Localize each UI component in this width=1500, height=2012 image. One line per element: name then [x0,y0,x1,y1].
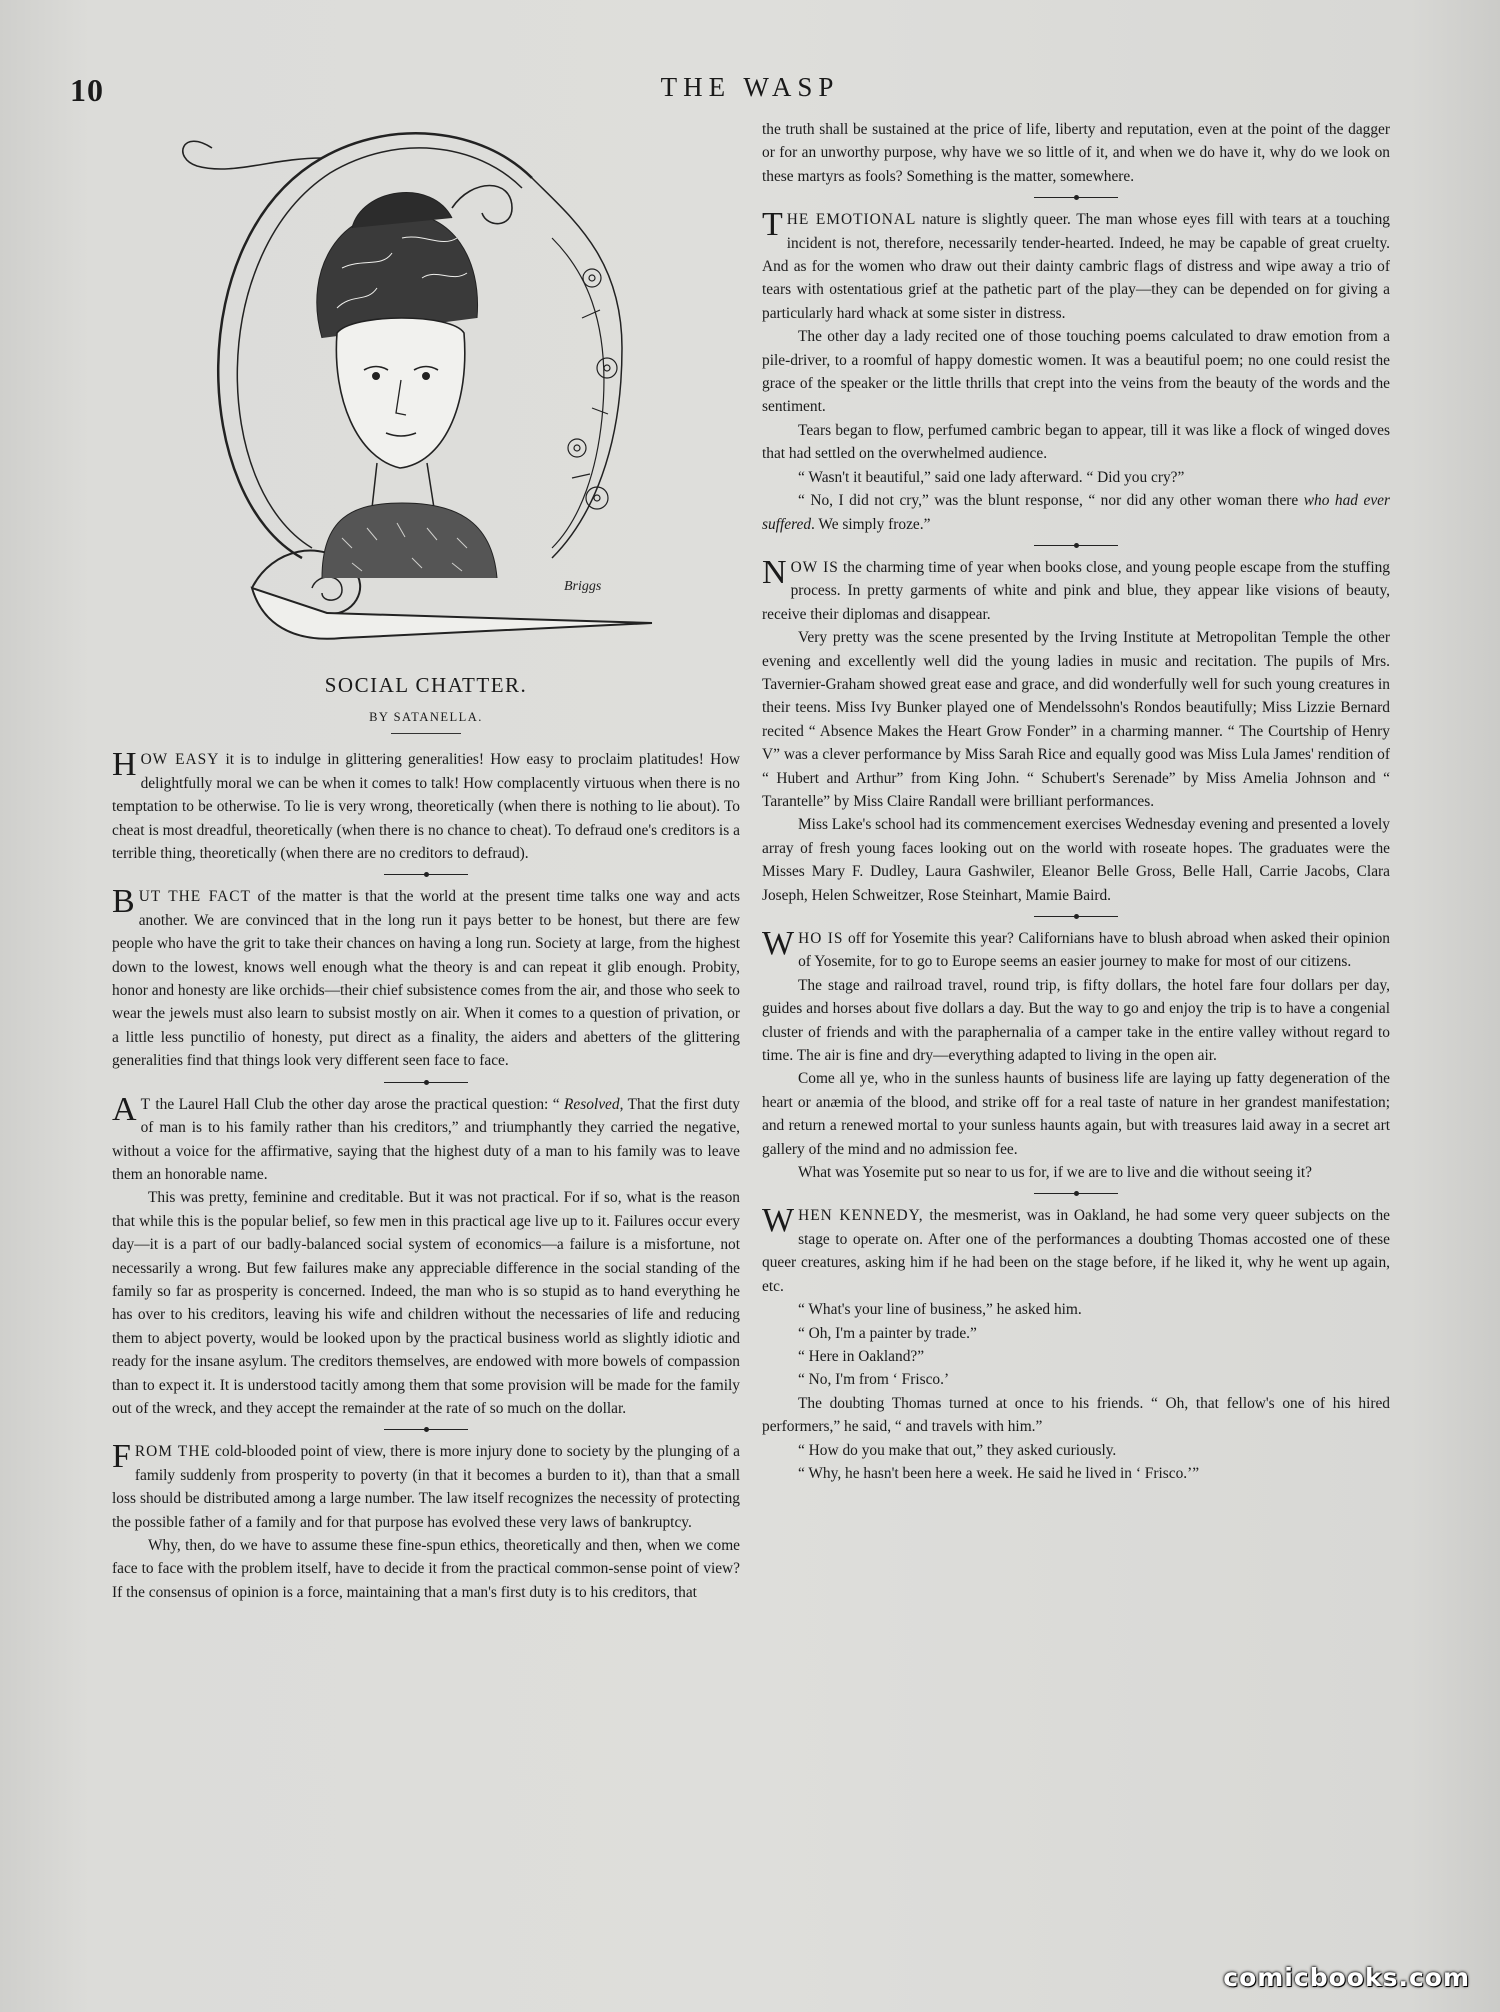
lead-words: T [140,1095,151,1113]
paragraph-text: the charming time of year when books close, and young people escape from the stuffing process. In pretty garments of white and pink and blue, they appear like visions of beauty, receive their diplomas and disappear. [762,558,1390,623]
drop-cap: B [112,883,135,921]
paragraph: The doubting Thomas turned at once to his friends. “ Oh, that fellow's one of his hired performers,” he said, “ and travels with him.” [762,1394,1390,1436]
lead-words: UT THE FACT [138,888,251,906]
italic-text: who had ever suffered [762,492,1390,533]
paragraph-text: , That the first duty of man is to his family rather than his creditors,” and triumphantly they carried the negative, without a voice for the affirmative, saying that the highest duty of a man to his family was to leave them an honorable name. [112,1095,740,1183]
drop-cap: T [762,206,783,244]
section-divider [1034,193,1118,203]
paragraph: The other day a lady recited one of those touching poems calculated to draw emotion from a pile-driver, to a roomful of happy domestic women. It was a beautiful poem; no one could resist the grace of the speaker or the little thrills that crept into the veins from the beauty of the words and the sentiment. [762,328,1390,416]
paragraph-text: it is to indulge in glittering generalities! How easy to proclaim platitudes! How delightfully moral we can be when it comes to talk! How complacently virtuous when there is no temptation to be otherwise. To lie is very wrong, theoretically (when there is nothing to lie about). To cheat is most dreadful, theoretically (when there is no chance to cheat). To defraud one's creditors is a terrible thing, theoretically (when there are no creditors to defraud). [112,751,740,863]
section-emotional [762,208,1390,325]
paragraph-text: the Laurel Hall Club the other day arose the practical question: “ [150,1095,565,1113]
drop-cap: F [112,1438,131,1476]
woman-portrait-engraving [152,118,672,666]
paragraph: This was pretty, feminine and creditable. But it was not practical. For if so, what is the reason that while this is the popular belief, so few men in this practical age live up to it. Failures occur every day—it is a part of our badly-balanced social system of economics—a failure is a misfortune, not necessarily a wrong. But few failures make any appreciable difference in the social standing of the family so far as prosperity is concerned. Indeed, the man who is so stupid as to hand everything he has over to his creditors, leaving his wife and children without the necessaries of life and reducing them to abject poverty, would be looked upon by the practical business world as slightly idiotic and ready for the insane asylum. The creditors themselves, are endowed with more bowels of compassion than to expect it. It is understood tacitly among them that some provision will be made for the family out of the wreck, and they accept the remainder at the rate of so much on the dollar. [112,1189,740,1417]
section-how-easy [112,748,740,865]
byline-rule [391,733,461,734]
paragraph [762,489,1390,536]
continued-paragraph: the truth shall be sustained at the price of life, liberty and reputation, even at the point of the dagger or for an unworthy purpose, why have we so little of it, and when we do have it, why do we look on these martyrs as fools? Something is the matter, somewhere. [762,121,1390,185]
paragraph: Very pretty was the scene presented by the Irving Institute at Metropolitan Temple the other evening and excellently well did the young ladies in music and recitation. The pupils of Mrs. Tavernier-Graham showed great ease and grace, and did wonderfully well for such young creatures in their teens. Miss Ivy Bunker played one of Mendelssohn's Rondos beautifully; Miss Lizzie Bernard recited “ Absence Makes the Heart Grow Fonder” in a charming manner. “ The Courtship of Henry V” was a clever performance by Miss Sarah Rice and equally good was Miss Lula James' rendition of “ Hubert and Arthur” from King John. “ Schubert's Serenade” by Miss Amelia Johnson and “ Tarantelle” by Miss Claire Randall were brilliant performances. [762,629,1390,810]
dialogue-line: “ No, I'm from ‘ Frisco.’ [798,1371,950,1389]
dialogue-line: “ Here in Oakland?” [798,1347,925,1365]
drop-cap: W [762,1202,795,1240]
drop-cap: H [112,746,137,784]
paragraph: Tears began to flow, perfumed cambric began to appear, till it was like a flock of winged doves that had settled on the overwhelmed audience. [762,421,1390,463]
paragraph: “ Wasn't it beautiful,” said one lady afterward. “ Did you cry?” [798,468,1185,486]
section-divider [1034,1189,1118,1199]
drop-cap: A [112,1090,137,1128]
paragraph: The stage and railroad travel, round trip, is fifty dollars, the hotel fare four dollars per day, guides and horses about five dollars a day. But the way to go and enjoy the trip is to have a congenial cluster of friends and with the paraphernalia of a camper take in the entire valley without regard to time. The air is fine and dry—everything adapted to living in the open air. [762,976,1390,1065]
lead-words: ROM THE [134,1443,211,1461]
section-divider [1034,541,1118,551]
paragraph-text: . We simply froze.” [811,515,931,533]
section-divider [1034,912,1118,922]
section-from-the [112,1440,740,1534]
site-watermark: comicbooks.com [1223,1963,1470,1992]
paragraph-text: off for Yosemite this year? Californians have to blush abroad when asked their opinion of Yosemite, for to go to Europe seems an easier journey to make for most of our citizens. [798,930,1390,971]
article-headline: SOCIAL CHATTER. [324,673,528,697]
paragraph-text: the mesmerist, was in Oakland, he had some very queer subjects on the stage to operate on. After one of the performances a doubting Thomas accosted one of these queer creatures, asking him if he had been on the stage before, if he liked it, why he went up again, etc. [762,1207,1390,1295]
lead-words: OW EASY [140,751,220,769]
masthead: THE WASP [660,72,840,102]
section-kennedy [762,1204,1390,1298]
right-column [762,118,1390,1485]
paragraph: Come all ye, who in the sunless haunts of business life are laying up fatty degeneration of the heart or anæmia of the blood, and strike off for a real taste of nature in her grandest manifestation; and return a renewed mortal to your sunless haunts again, but with treasures laid away in a secret art gallery of the mind and no admission fee. [762,1070,1390,1158]
dialogue-line: “ How do you make that out,” they asked curiously. [798,1441,1117,1459]
paragraph-text: nature is slightly queer. The man whose eyes fill with tears at a touching incident is not, therefore, necessarily tender-hearted. Indeed, he may be capable of great cruelty. And as for the women who draw out their dainty cambric flags of distress and wipe away a trio of tears with ostentatious grief at the pathetic part of the play—they can be depended on for giving a particularly hard whack at some sister in distress. [762,211,1390,322]
drop-cap: W [762,925,795,962]
dialogue-line: “ What's your line of business,” he asked him. [798,1301,1082,1319]
section-divider [384,1425,468,1435]
italic-text: Resolved [564,1095,620,1113]
paragraph-text: of the matter is that the world at the present time talks one way and acts another. We are convinced that in the long run it pays better to be honest, but there are few people who have the grit to take their chances on having a long run. Society at large, from the highest down to the lowest, knows well enough what the theory is and can repeat it glib enough. Probity, honor and honesty are like orchids—their chief subsistence comes from the air, and those who seek to wear the jewels must also learn to subsist mostly on air. When it comes to a question of privation, or a little less punctilio of honesty, put direct as a finality, the aiders and abetters of the glittering generalities find that things look very different seen face to face. [112,888,740,1070]
section-but-the-fact [112,885,740,1072]
left-column [112,118,740,1604]
lead-words: HO IS [798,930,844,947]
paragraph-text: “ No, I did not cry,” was the blunt response, “ nor did any other woman there [798,492,1304,510]
paragraph: Why, then, do we have to assume these fine-spun ethics, theoretically and then, when we come face to face with the problem itself, have to decide it from the practical common-sense point of view? If the consensus of opinion is a force, maintaining that a man's first duty is to his creditors, that [112,1537,740,1601]
section-now-is [762,553,1390,626]
section-divider [384,1078,468,1088]
paragraph: Miss Lake's school had its commencement exercises Wednesday evening and presented a lovely array of fresh young faces looking out on the world with roseate hopes. The graduates were the Misses Mary F. Dudley, Laura Gashwiler, Eleanor Belle Gross, Belle Hall, Carrie Jacobs, Clara Joseph, Helen Schweitzer, Rose Steinhart, Mamie Baird. [762,816,1390,904]
section-divider [384,870,468,880]
dialogue-line: “ Oh, I'm a painter by trade.” [798,1324,977,1342]
dialogue-line: “ Why, he hasn't been here a week. He said he lived in ‘ Frisco.’” [798,1464,1200,1482]
lead-words: HEN KENNEDY, [798,1207,924,1225]
illustrator-signature: Briggs [564,579,602,594]
section-laurel-hall [112,1090,740,1187]
byline-text: BY SATANELLA. [369,710,483,724]
drop-cap: N [762,553,787,591]
lead-words: HE EMOTIONAL [786,211,917,229]
paragraph-text: cold-blooded point of view, there is more injury done to society by the plunging of a family suddenly from prosperity to poverty (in that it becomes a burden to it), than that a small loss should be distributed among a large number. The law itself recognizes the necessity of protecting the possible father of a family and for that purpose has evolved these very laws of bankruptcy. [112,1443,740,1531]
article-byline [112,706,740,734]
section-yosemite [762,927,1390,974]
paragraph: What was Yosemite put so near to us for, if we are to live and die without seeing it? [798,1164,1312,1182]
page-number: 10 [70,72,104,108]
lead-words: OW IS [790,558,839,576]
portrait-illustration [152,118,672,666]
